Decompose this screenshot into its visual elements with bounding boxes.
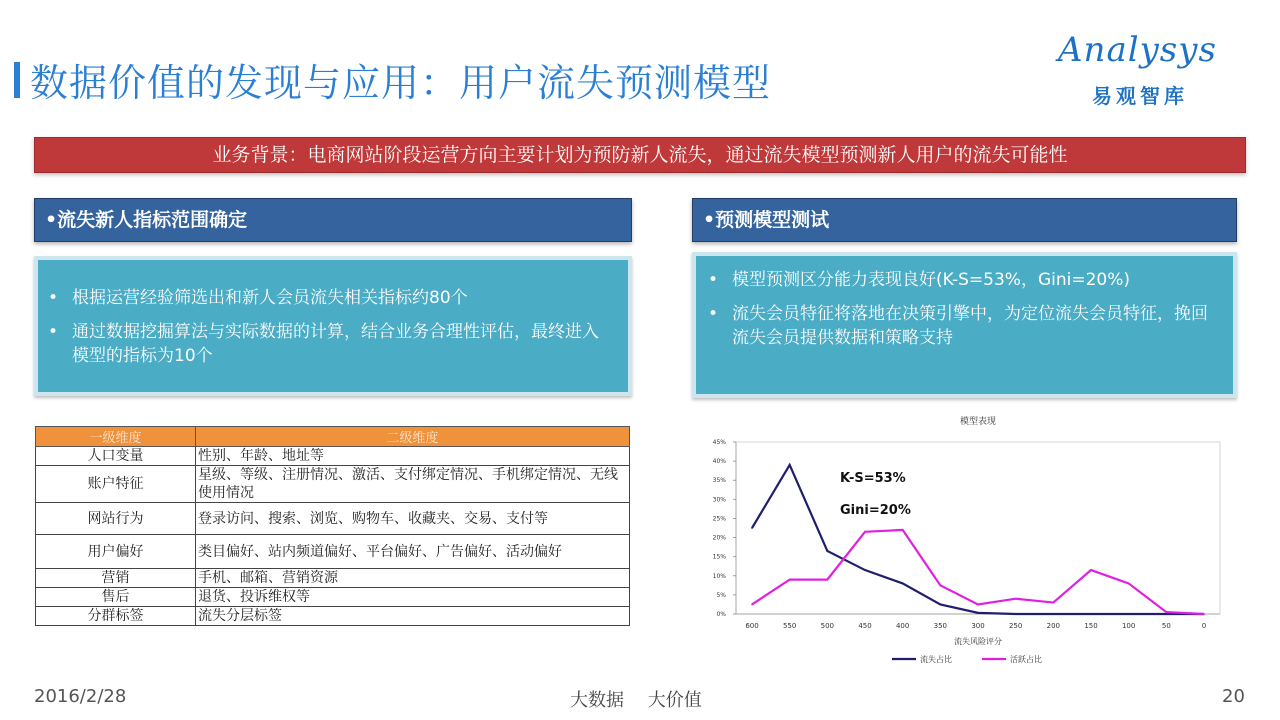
series-point-0: [751, 527, 753, 529]
series-point-1: [1053, 602, 1055, 604]
series-point-1: [1128, 583, 1130, 585]
series-line-1: [752, 530, 1204, 614]
table-cell-secondary: 类目偏好、站内频道偏好、平台偏好、广告偏好、活动偏好: [196, 535, 630, 569]
y-tick-label: 35%: [712, 477, 726, 485]
x-tick-label: 0: [1201, 622, 1207, 630]
table-cell-primary: 账户特征: [36, 466, 196, 503]
bullet-dot-icon: •: [708, 304, 719, 324]
table-header-primary: 一级维度: [36, 427, 196, 447]
table-cell-secondary: 退货、投诉维权等: [196, 588, 630, 607]
bullet-item: [708, 268, 1223, 292]
title-accent-bar: [14, 62, 20, 98]
logo-chinese-name: 易观智库: [1092, 84, 1188, 108]
y-tick-label: 10%: [712, 572, 726, 580]
y-tick-label: 0%: [716, 611, 726, 618]
model-performance-chart: [700, 410, 1240, 670]
table-header-row: [36, 427, 630, 447]
table-cell-primary: 用户偏好: [36, 535, 196, 569]
legend-label-0: 流失占比: [920, 655, 952, 664]
x-tick-label: 200: [1046, 622, 1061, 630]
series-point-0: [789, 464, 791, 466]
series-point-1: [1015, 598, 1017, 600]
series-point-1: [864, 531, 866, 533]
x-tick-label: 600: [745, 622, 759, 630]
y-tick-label: 45%: [712, 439, 726, 446]
series-point-1: [940, 585, 942, 587]
series-point-0: [1015, 613, 1017, 615]
table-row: [36, 447, 630, 466]
bullet-dot-icon: •: [708, 270, 719, 290]
left-section-heading: •流失新人指标范围确定: [34, 198, 632, 242]
series-point-0: [1053, 613, 1055, 615]
series-point-1: [1203, 613, 1205, 615]
bullet-item: [708, 302, 1223, 350]
table-cell-primary: 网站行为: [36, 503, 196, 535]
table-cell-secondary: 流失分层标签: [196, 607, 630, 626]
table-row: [36, 503, 630, 535]
gini-annotation: Gini=20%: [840, 503, 911, 518]
footer-slogan: 大数据 大价值: [570, 690, 702, 711]
x-tick-label: 400: [895, 622, 910, 630]
series-point-0: [1166, 613, 1168, 615]
table-cell-primary: 人口变量: [36, 447, 196, 466]
table-cell-secondary: 星级、等级、注册情况、激活、支付绑定情况、手机绑定情况、无线使用情况: [196, 466, 630, 503]
x-tick-label: 100: [1121, 622, 1136, 630]
x-tick-label: 50: [1161, 622, 1171, 630]
series-point-1: [827, 579, 829, 581]
y-tick-label: 20%: [712, 534, 726, 542]
y-tick-label: 5%: [716, 591, 726, 599]
x-tick-label: 300: [971, 622, 985, 630]
table-cell-secondary: 性别、年龄、地址等: [196, 447, 630, 466]
table-cell-secondary: 手机、邮箱、营销资源: [196, 569, 630, 588]
table-cell-primary: 售后: [36, 588, 196, 607]
table-row: [36, 607, 630, 626]
x-tick-label: 450: [858, 622, 872, 630]
left-bullet-panel: [34, 256, 632, 396]
x-tick-label: 500: [820, 622, 835, 630]
series-point-1: [751, 604, 753, 606]
series-point-0: [864, 569, 866, 571]
series-point-1: [977, 604, 979, 606]
series-point-1: [789, 579, 791, 581]
series-point-1: [1090, 569, 1092, 571]
series-point-0: [902, 583, 904, 585]
bullet-text: 流失会员特征将落地在决策引擎中，为定位流失会员特征，挽回流失会员提供数据和策略支持: [732, 304, 1208, 348]
series-point-0: [1090, 613, 1092, 615]
x-tick-label: 150: [1084, 622, 1098, 630]
table-row: [36, 466, 630, 503]
table-row: [36, 588, 630, 607]
page-number: 20: [1222, 686, 1245, 707]
right-bullet-panel: [692, 252, 1237, 398]
legend-label-1: 活跃占比: [1010, 655, 1042, 664]
right-section-heading: •预测模型测试: [692, 198, 1237, 242]
series-point-1: [902, 529, 904, 531]
bullet-item: [48, 320, 608, 368]
bullet-dot-icon: •: [48, 288, 59, 308]
table-cell-secondary: 登录访问、搜索、浏览、购物车、收藏夹、交易、支付等: [196, 503, 630, 535]
dimension-table: [35, 426, 630, 626]
series-point-0: [977, 612, 979, 614]
x-tick-label: 350: [933, 622, 948, 630]
chart-title: 模型表现: [959, 417, 997, 427]
analysys-logo: [1058, 30, 1248, 115]
bullet-text: 根据运营经验筛选出和新人会员流失相关指标约80个: [72, 288, 468, 308]
series-point-0: [1128, 613, 1130, 615]
page-title: 数据价值的发现与应用：用户流失预测模型: [30, 61, 772, 105]
x-axis-label: 流失风险评分: [954, 637, 1002, 646]
table-row: [36, 569, 630, 588]
bullet-text: 通过数据挖掘算法与实际数据的计算，结合业务合理性评估，最终进入模型的指标为10个: [72, 322, 599, 366]
ks-annotation: K-S=53%: [840, 471, 906, 486]
table-header-secondary: 二级维度: [196, 427, 630, 447]
logo-wordmark: Analysys: [1058, 30, 1217, 70]
table-cell-primary: 营销: [36, 569, 196, 588]
table-row: [36, 535, 630, 569]
table-cell-primary: 分群标签: [36, 607, 196, 626]
bullet-dot-icon: •: [48, 322, 59, 342]
bullet-item: [48, 286, 608, 310]
series-line-0: [752, 465, 1204, 614]
x-tick-label: 550: [782, 622, 797, 630]
business-background-banner: 业务背景：电商网站阶段运营方向主要计划为预防新人流失，通过流失模型预测新人用户的流失可能性: [34, 137, 1246, 173]
y-tick-label: 40%: [712, 458, 726, 466]
plot-frame: [736, 442, 1220, 614]
y-tick-label: 30%: [712, 496, 726, 504]
y-tick-label: 15%: [712, 553, 726, 561]
series-point-0: [940, 604, 942, 606]
footer-date: 2016/2/28: [34, 686, 127, 707]
series-point-0: [827, 550, 829, 552]
bullet-text: 模型预测区分能力表现良好(K-S=53%，Gini=20%): [732, 270, 1131, 290]
series-point-1: [1166, 611, 1168, 613]
x-tick-label: 250: [1008, 622, 1023, 630]
y-tick-label: 25%: [712, 515, 726, 523]
